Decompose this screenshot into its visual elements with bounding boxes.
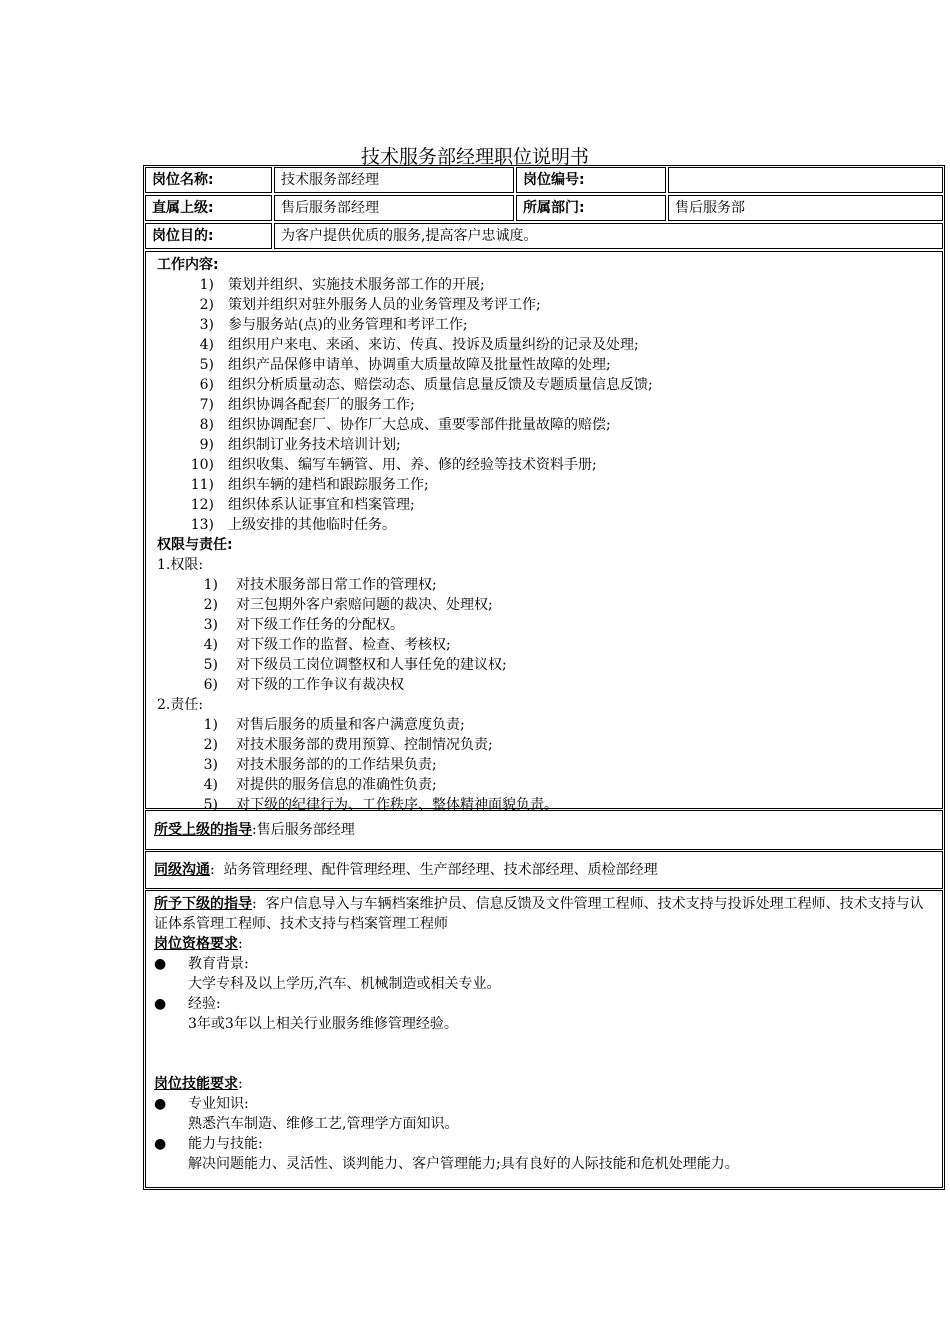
list-item-text: 组织分析质量动态、赔偿动态、质量信息量反馈及专题质量信息反馈; [228, 377, 653, 393]
list-item-number: 5) [203, 657, 218, 673]
qualification-colon: : [238, 936, 243, 952]
list-item-number: 3) [199, 317, 214, 333]
rights-list [154, 575, 934, 695]
subordinate-text: 客户信息导入与车辆档案维护员、信息反馈及文件管理工程师、技术支持与投诉处理工程师、技术支持与认证体系管理工程师、技术支持与档案管理工程师 [154, 896, 924, 932]
list-item-text: 对三包期外客户索赔问题的裁决、处理权; [236, 597, 493, 613]
list-item-number: 1) [203, 717, 218, 733]
list-item-number: 2) [203, 737, 218, 753]
guidance-section [145, 810, 943, 850]
bullet-dot-icon: ● [154, 1136, 167, 1152]
list-item-text: 对下级工作任务的分配权。 [236, 617, 404, 633]
duties-title: 2.责任: [157, 697, 204, 713]
spacer [154, 1034, 934, 1074]
list-item-text: 组织协调配套厂、协作厂大总成、重要零部件批量故障的赔偿; [228, 417, 611, 433]
list-item [154, 455, 934, 475]
list-item [154, 655, 934, 675]
work-list [154, 275, 934, 535]
qualification-title: 岗位资格要求 [154, 936, 238, 952]
list-item [154, 375, 934, 395]
list-item-text: 对技术服务部的的工作结果负责; [236, 757, 437, 773]
peer-section [145, 851, 943, 889]
list-item [154, 755, 934, 775]
list-item [154, 615, 934, 635]
guidance-text: 售后服务部经理 [256, 822, 355, 838]
list-item [154, 315, 934, 335]
list-item-number: 2) [199, 297, 214, 313]
skills-title-line [154, 1074, 934, 1094]
position-no-value [668, 167, 943, 193]
peer-text: 站务管理经理、配件管理经理、生产部经理、技术部经理、质检部经理 [223, 862, 658, 878]
list-item [154, 475, 934, 495]
guidance-colon: : [252, 822, 257, 838]
list-item-number: 6) [203, 677, 218, 693]
list-item-number: 8) [199, 417, 214, 433]
duties-list [154, 715, 934, 815]
list-item-text: 对售后服务的质量和客户满意度负责; [236, 717, 465, 733]
position-no-label: 岗位编号: [516, 167, 666, 193]
guidance-label: 所受上级的指导 [154, 822, 252, 838]
list-item-number: 4) [203, 637, 218, 653]
list-item-text: 组织体系认证事宜和档案管理; [228, 497, 415, 513]
list-item-text: 组织协调各配套厂的服务工作; [228, 397, 415, 413]
document-title: 技术服务部经理职位说明书 [360, 146, 589, 168]
list-item-number: 5) [199, 357, 214, 373]
list-item-number: 4) [203, 777, 218, 793]
list-item-text: 对提供的服务信息的准确性负责; [236, 777, 437, 793]
header-row-3 [144, 222, 944, 250]
list-item [154, 595, 934, 615]
subordinate-qualification-section [145, 890, 943, 1188]
list-item [154, 635, 934, 655]
list-item-number: 3) [203, 757, 218, 773]
list-item [154, 515, 934, 535]
list-item-text: 组织产品保修申请单、协调重大质量故障及批量性故障的处理; [228, 357, 611, 373]
list-item-number: 5) [203, 797, 218, 813]
authority-title: 权限与责任: [157, 537, 233, 553]
position-name-label: 岗位名称: [145, 167, 272, 193]
list-item-text: 策划并组织对驻外服务人员的业务管理及考评工作; [228, 297, 541, 313]
bullet-item [154, 1094, 934, 1114]
list-item-text: 对技术服务部日常工作的管理权; [236, 577, 437, 593]
skills-colon: : [238, 1076, 243, 1092]
list-item-text: 策划并组织、实施技术服务部工作的开展; [228, 277, 485, 293]
header-row-1 [144, 166, 944, 194]
list-item-number: 4) [199, 337, 214, 353]
list-item-text: 组织收集、编写车辆管、用、养、修的经验等技术资料手册; [228, 457, 597, 473]
list-item-text: 对下级的纪律行为、工作秩序、整体精神面貌负责。 [236, 797, 558, 813]
bullet-dot-icon: ● [154, 956, 167, 972]
department-label: 所属部门: [516, 195, 666, 221]
list-item-text: 组织用户来电、来函、来访、传真、投诉及质量纠纷的记录及处理; [228, 337, 639, 353]
list-item [154, 415, 934, 435]
bullet-text: 解决问题能力、灵活性、谈判能力、客户管理能力;具有良好的人际技能和危机处理能力。 [188, 1156, 739, 1172]
list-item-text: 上级安排的其他临时任务。 [228, 517, 396, 533]
superior-label: 直属上级: [145, 195, 272, 221]
work-title: 工作内容: [157, 257, 219, 273]
list-item-text: 对下级员工岗位调整权和人事任免的建议权; [236, 657, 507, 673]
purpose-value: 为客户提供优质的服务,提高客户忠诚度。 [274, 223, 943, 249]
bullet-dot-icon: ● [154, 1096, 167, 1112]
list-item [154, 295, 934, 315]
bullet-label: 专业知识: [188, 1096, 249, 1112]
list-item [154, 335, 934, 355]
list-item-number: 12) [190, 497, 214, 513]
qualification-list [154, 954, 934, 1034]
skills-list [154, 1094, 934, 1174]
list-item-number: 11) [190, 477, 214, 493]
list-item [154, 355, 934, 375]
list-item-text: 对技术服务部的费用预算、控制情况负责; [236, 737, 493, 753]
bullet-label: 教育背景: [188, 956, 249, 972]
subordinate-label: 所予下级的指导 [154, 896, 252, 912]
list-item-number: 1) [203, 577, 218, 593]
list-item [154, 715, 934, 735]
list-item [154, 675, 934, 695]
subordinate-colon: : [252, 896, 257, 912]
skills-title: 岗位技能要求 [154, 1076, 238, 1092]
list-item [154, 575, 934, 595]
list-item-number: 7) [199, 397, 214, 413]
bullet-dot-icon: ● [154, 996, 167, 1012]
list-item-number: 13) [190, 517, 214, 533]
list-item-number: 6) [199, 377, 214, 393]
qualification-title-line [154, 934, 934, 954]
job-description-table [143, 165, 945, 1190]
bullet-text: 熟悉汽车制造、维修工艺,管理学方面知识。 [188, 1116, 459, 1132]
header-row-2 [144, 194, 944, 222]
list-item [154, 435, 934, 455]
bullet-item [154, 954, 934, 974]
list-item [154, 395, 934, 415]
list-item-text: 对下级工作的监督、检查、考核权; [236, 637, 451, 653]
peer-colon: : [210, 862, 215, 878]
list-item-text: 参与服务站(点)的业务管理和考评工作; [228, 317, 468, 333]
bullet-label: 能力与技能: [188, 1136, 263, 1152]
bullet-item [154, 1134, 934, 1154]
list-item [154, 775, 934, 795]
bullet-label: 经验: [188, 996, 221, 1012]
position-name-value: 技术服务部经理 [274, 167, 514, 193]
work-and-authority-section [145, 251, 943, 813]
peer-label: 同级沟通 [154, 862, 210, 878]
list-item-number: 9) [199, 437, 214, 453]
bullet-text: 3年或3年以上相关行业服务维修管理经验。 [188, 1016, 458, 1032]
subordinate-line [154, 894, 934, 934]
list-item-number: 1) [199, 277, 214, 293]
rights-title: 1.权限: [157, 557, 204, 573]
list-item-number: 3) [203, 617, 218, 633]
list-item-text: 组织车辆的建档和跟踪服务工作; [228, 477, 429, 493]
department-value: 售后服务部 [668, 195, 943, 221]
list-item [154, 735, 934, 755]
list-item [154, 495, 934, 515]
list-item-number: 2) [203, 597, 218, 613]
list-item [154, 275, 934, 295]
superior-value: 售后服务部经理 [274, 195, 514, 221]
list-item-text: 组织制订业务技术培训计划; [228, 437, 401, 453]
purpose-label: 岗位目的: [145, 223, 272, 249]
list-item-text: 对下级的工作争议有裁决权 [236, 677, 404, 693]
list-item-number: 10) [190, 457, 214, 473]
bullet-item [154, 994, 934, 1014]
bullet-text: 大学专科及以上学历,汽车、机械制造或相关专业。 [188, 976, 501, 992]
